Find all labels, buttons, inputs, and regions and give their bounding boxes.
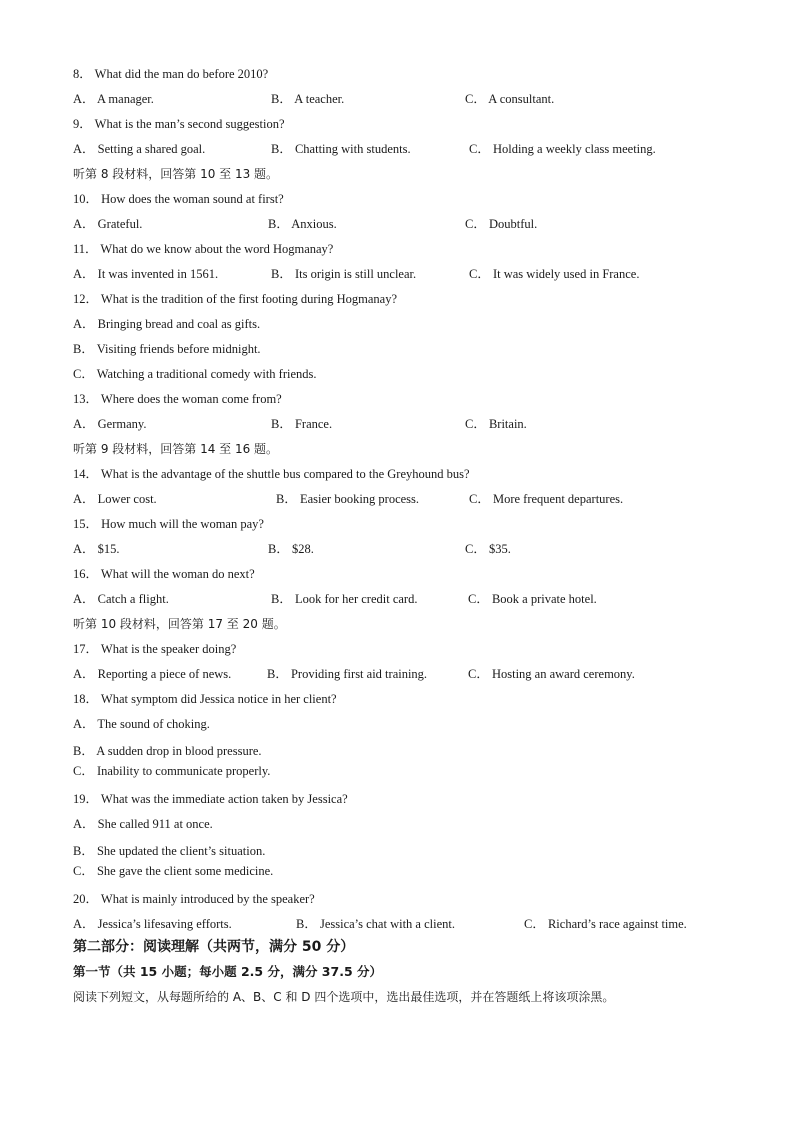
answer-option: A． Jessica’s lifesaving efforts. — [73, 917, 232, 931]
answer-option: B． Anxious. — [268, 217, 337, 231]
answer-option: C． Britain. — [465, 417, 527, 431]
answer-option: B． Providing first aid training. — [267, 667, 428, 681]
question-text: C． Inability to communicate properly. — [73, 764, 271, 778]
question-text: A． The sound of choking. — [73, 717, 210, 731]
answer-option: B． Chatting with students. — [271, 142, 411, 156]
question-text: A． Bringing bread and coal as gifts. — [73, 317, 261, 331]
answer-option: C． It was widely used in France. — [469, 267, 640, 281]
question-text: 8． What did the man do before 2010? — [73, 67, 269, 81]
answer-option: A． $15. — [73, 542, 120, 556]
reading-instruction: 阅读下列短文，从每题所给的 A、B、C 和 D 四个选项中，选出最佳选项，并在答题纸上将该项涂黑。 — [73, 990, 615, 1004]
answer-option: A． Germany. — [73, 417, 147, 431]
question-text: 13． Where does the woman come from? — [73, 392, 282, 406]
section-instruction: 听第 9 段材料，回答第 14 至 16 题。 — [73, 442, 279, 456]
question-text: 11． What do we know about the word Hogmanay? — [73, 242, 334, 256]
answer-option: C． $35. — [465, 542, 511, 556]
question-text: 17． What is the speaker doing? — [73, 642, 237, 656]
answer-option: A． It was invented in 1561. — [73, 267, 219, 281]
answer-option: B． France. — [271, 417, 333, 431]
section-title: 第一节（共 15 小题；每小题 2.5 分，满分 37.5 分） — [73, 964, 382, 979]
question-text: B． Visiting friends before midnight. — [73, 342, 261, 356]
part-title: 第二部分：阅读理解（共两节，满分 50 分） — [73, 939, 355, 955]
answer-option: C． Book a private hotel. — [468, 592, 597, 606]
answer-option: C． Doubtful. — [465, 217, 538, 231]
answer-option: A． A manager. — [73, 92, 154, 106]
question-text: 12． What is the tradition of the first footing during Hogmanay? — [73, 292, 398, 306]
answer-option: C． A consultant. — [465, 92, 555, 106]
question-text: 9． What is the man’s second suggestion? — [73, 117, 285, 131]
question-text: C． She gave the client some medicine. — [73, 864, 274, 878]
answer-option: B． $28. — [268, 542, 314, 556]
answer-option: A． Reporting a piece of news. — [73, 667, 232, 681]
answer-option: B． Easier booking process. — [276, 492, 420, 506]
answer-option: A． Lower cost. — [73, 492, 157, 506]
answer-option: A． Catch a flight. — [73, 592, 169, 606]
question-text: B． A sudden drop in blood pressure. — [73, 744, 262, 758]
answer-option: B． A teacher. — [271, 92, 345, 106]
answer-option: B． Look for her credit card. — [271, 592, 418, 606]
question-text: 16． What will the woman do next? — [73, 567, 255, 581]
answer-option: A． Grateful. — [73, 217, 143, 231]
answer-option: A． Setting a shared goal. — [73, 142, 206, 156]
question-text: 20． What is mainly introduced by the speaker? — [73, 892, 315, 906]
question-text: 15． How much will the woman pay? — [73, 517, 264, 531]
answer-option: B． Its origin is still unclear. — [271, 267, 417, 281]
answer-option: C． Holding a weekly class meeting. — [469, 142, 656, 156]
answer-option: C． Richard’s race against time. — [524, 917, 687, 931]
question-text: 14． What is the advantage of the shuttle bus compared to the Greyhound bus? — [73, 467, 470, 481]
section-instruction: 听第 8 段材料，回答第 10 至 13 题。 — [73, 167, 279, 181]
answer-option: B． Jessica’s chat with a client. — [296, 917, 455, 931]
question-text: C． Watching a traditional comedy with friends. — [73, 367, 317, 381]
question-text: 10． How does the woman sound at first? — [73, 192, 284, 206]
question-text: A． She called 911 at once. — [73, 817, 213, 831]
section-instruction: 听第 10 段材料，回答第 17 至 20 题。 — [73, 617, 286, 631]
question-text: 19． What was the immediate action taken by Jessica? — [73, 792, 348, 806]
answer-option: C． More frequent departures. — [469, 492, 624, 506]
question-text: B． She updated the client’s situation. — [73, 844, 266, 858]
answer-option: C． Hosting an award ceremony. — [468, 667, 635, 681]
question-text: 18． What symptom did Jessica notice in her client? — [73, 692, 337, 706]
